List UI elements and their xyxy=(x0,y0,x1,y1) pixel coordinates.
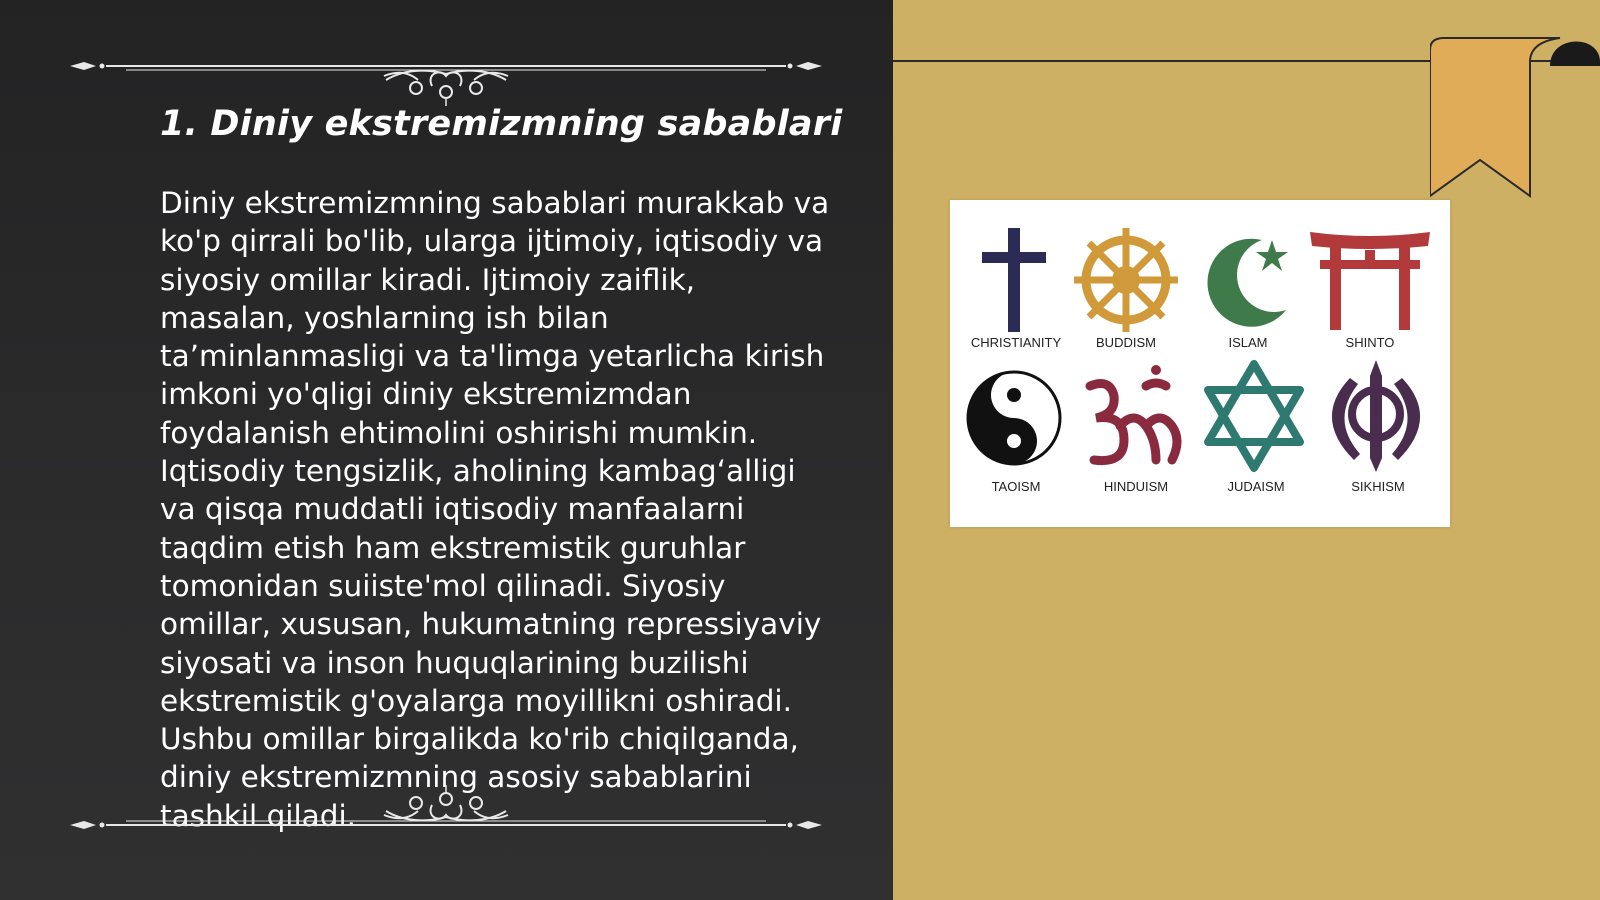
symbol-label: HINDUISM xyxy=(1103,479,1169,494)
yin-yang-icon xyxy=(968,372,1060,464)
ornament-border-bottom xyxy=(66,785,826,845)
symbol-label: ISLAM xyxy=(1228,335,1268,350)
symbol-label: JUDAISM xyxy=(1227,479,1285,494)
symbol-label: SHINTO xyxy=(1345,335,1395,350)
body-paragraph: Diniy ekstremizmning sabablari murakkab va ko'p qirrali bo'lib, ularga ijtimoiy, iqtisodiy va siyosiy omillar kiradi. Ijtimoiy zaiflik, masalan, yoshlarning ish bilan ta’minlanmasligi va ta'limga yetarlicha kirish imkoni yo'qligi diniy ekstremizmdan foydalanish ehtimolini oshirishi mumkin. Iqtisodiy tengsizlik, aholining kambag‘alligi va qisqa muddatli iqtisodiy manfaalarni taqdim etish ham ekstremistik guruhlar tomonidan suiiste'mol qilinadi. Siyosiy omillar, xususan, hukumatning repressiyaviy siyosati va inson huquqlarining buzilishi ekstremistik g'oyalarga moyillikni oshiradi. Ushbu omillar birgalikda ko'rib chiqilganda, diniy ekstremizmning asosiy sabablarini tashkil qiladi. xyxy=(160,186,830,833)
symbol-label: SIKHISM xyxy=(1351,479,1405,494)
om-icon xyxy=(1090,383,1177,461)
crescent-star-icon xyxy=(1207,239,1288,327)
symbol-label: CHRISTIANITY xyxy=(970,335,1062,350)
cross-icon xyxy=(982,228,1046,332)
dharma-wheel-icon xyxy=(1074,228,1178,332)
ornament-border-top xyxy=(66,50,826,110)
khanda-icon xyxy=(1332,360,1420,472)
symbol-label: TAOISM xyxy=(991,479,1041,494)
torii-gate-icon xyxy=(1310,232,1430,330)
bookmark-ribbon-icon xyxy=(1430,34,1600,204)
star-of-david-icon xyxy=(1208,364,1300,468)
symbol-label: BUDDISM xyxy=(1096,335,1156,350)
slide-title: 1. Diniy ekstremizmning sabablari xyxy=(160,104,843,144)
religious-symbols-image xyxy=(950,200,1450,527)
